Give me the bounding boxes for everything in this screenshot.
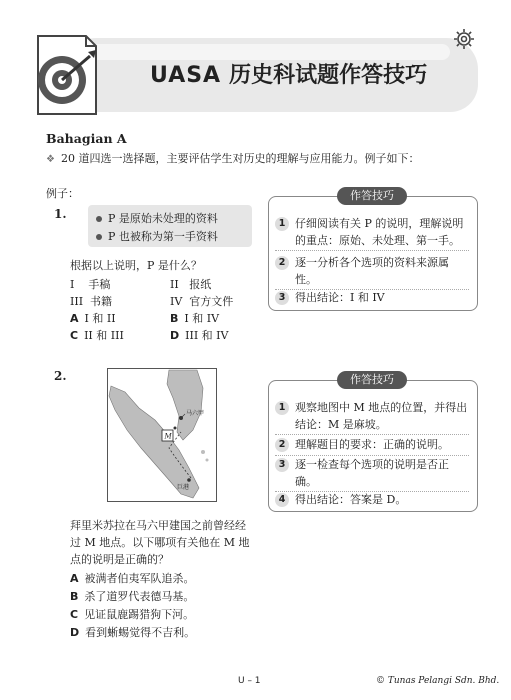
tip-line: 得出结论：答案是 D。 bbox=[295, 493, 407, 506]
option-text: 杀了道罗代表德马基。 bbox=[84, 590, 195, 603]
tip-line: 得出结论：I 和 IV bbox=[295, 291, 385, 304]
q1-item-1-roman: I bbox=[70, 278, 75, 291]
q1-item-2 bbox=[170, 276, 211, 292]
page-title bbox=[150, 58, 427, 89]
option-text: 见证鼠鹿踢猎狗下河。 bbox=[84, 608, 195, 621]
tip-line: 逐一检查每个选项的说明是否正 bbox=[295, 458, 449, 471]
option-text: 被满者伯夷军队追杀。 bbox=[84, 572, 195, 585]
q1-option-d[interactable] bbox=[170, 327, 228, 343]
sumatra-malaya-map bbox=[107, 368, 217, 502]
q1-question: 根据以上说明，P 是什么？ bbox=[70, 259, 202, 272]
q1-item-3 bbox=[70, 293, 112, 309]
q2-option-c[interactable] bbox=[70, 606, 194, 622]
q1-tip-1 bbox=[275, 215, 471, 249]
q1-item-4-roman: IV bbox=[170, 295, 183, 308]
option-letter: D bbox=[70, 626, 80, 639]
map-label-jambi: 巨港 bbox=[177, 484, 190, 491]
q1-hint-2-text: P 也被称为第一手资料 bbox=[108, 230, 218, 243]
option-text: 看到蜥蜴觉得不吉利。 bbox=[85, 626, 196, 639]
q1-hint-2 bbox=[96, 228, 218, 244]
q1-tips-title: 作答技巧 bbox=[337, 187, 407, 205]
q2-tip-3 bbox=[275, 456, 471, 490]
example-label: 例子： bbox=[46, 187, 79, 200]
option-text: I 和 IV bbox=[184, 312, 220, 325]
q1-item-1-text: 手稿 bbox=[88, 278, 111, 291]
q1-option-b[interactable] bbox=[170, 310, 219, 326]
option-text: II 和 III bbox=[84, 329, 124, 342]
copyright-notice: © Tunas Pelangi Sdn. Bhd. bbox=[376, 676, 500, 686]
step-number-badge: 1 bbox=[275, 401, 289, 415]
gear-icon bbox=[453, 28, 475, 50]
option-text: I 和 II bbox=[84, 312, 116, 325]
q2-question-line-2: 过 M 地点。以下哪项有关他在 M 地 bbox=[70, 536, 250, 549]
tip-line: 性。 bbox=[295, 273, 317, 286]
question-2-number: 2. bbox=[54, 369, 67, 383]
q2-tip-4 bbox=[275, 491, 471, 508]
option-letter: B bbox=[70, 590, 79, 603]
tip-line: 理解题目的要求：正确的说明。 bbox=[295, 438, 449, 451]
tip-line: 观察地图中 M 地点的位置，并得出 bbox=[295, 401, 468, 414]
option-letter: D bbox=[170, 329, 180, 342]
title-uasa: UASA bbox=[150, 63, 222, 88]
intro-text: 20 道四选一选择题，主要评估学生对历史的理解与应用能力。例子如下： bbox=[60, 152, 420, 165]
question-1-number: 1. bbox=[54, 207, 67, 221]
tip-line: 确。 bbox=[295, 475, 317, 488]
bullet-icon bbox=[96, 216, 102, 222]
q1-item-4-text: 官方文件 bbox=[189, 295, 234, 308]
tip-line: 仔细阅读有关 P 的说明，理解说明 bbox=[295, 217, 464, 230]
map-label-melaka: 马六甲 bbox=[186, 410, 205, 417]
option-letter: B bbox=[170, 312, 179, 325]
q1-item-4 bbox=[170, 293, 233, 309]
step-number-badge: 3 bbox=[275, 458, 289, 472]
section-heading: Bahagian A bbox=[46, 131, 127, 146]
option-letter: C bbox=[70, 608, 79, 621]
tip-line: 逐一分析各个选项的资料来源属 bbox=[295, 256, 449, 269]
q2-option-d[interactable] bbox=[70, 624, 195, 640]
page-number: U – 1 bbox=[238, 676, 261, 686]
step-number-badge: 3 bbox=[275, 291, 289, 305]
q2-tip-2 bbox=[275, 436, 471, 453]
target-document-icon bbox=[18, 30, 108, 122]
q2-option-a[interactable] bbox=[70, 570, 195, 586]
q1-item-3-roman: III bbox=[70, 295, 84, 308]
q2-tips-title: 作答技巧 bbox=[337, 371, 407, 389]
diamond-bullet-icon: ❖ bbox=[46, 154, 55, 165]
step-number-badge: 4 bbox=[275, 493, 289, 507]
q1-hint-1 bbox=[96, 210, 218, 226]
option-letter: C bbox=[70, 329, 79, 342]
step-number-badge: 2 bbox=[275, 256, 289, 270]
q1-item-2-text: 报纸 bbox=[189, 278, 212, 291]
title-chinese: 历史科试题作答技巧 bbox=[229, 63, 428, 88]
tip-line: 的重点：原始、未处理、第一手。 bbox=[295, 234, 460, 247]
step-number-badge: 1 bbox=[275, 217, 289, 231]
q1-item-1 bbox=[70, 276, 110, 292]
q1-option-c[interactable] bbox=[70, 327, 124, 343]
section-intro bbox=[46, 150, 419, 166]
q1-tip-2 bbox=[275, 254, 471, 288]
step-number-badge: 2 bbox=[275, 438, 289, 452]
map-label-m: M bbox=[164, 432, 172, 441]
q2-question-line-3: 点的说明是正确的？ bbox=[70, 553, 169, 566]
tip-divider bbox=[275, 434, 469, 435]
q1-option-a[interactable] bbox=[70, 310, 116, 326]
bullet-icon bbox=[96, 234, 102, 240]
q2-tip-1 bbox=[275, 399, 471, 433]
option-letter: A bbox=[70, 572, 79, 585]
q1-tip-3 bbox=[275, 289, 471, 306]
option-text: III 和 IV bbox=[185, 329, 229, 342]
option-letter: A bbox=[70, 312, 79, 325]
tip-line: 结论：M 是麻坡。 bbox=[295, 418, 387, 431]
q2-option-b[interactable] bbox=[70, 588, 194, 604]
q1-hint-1-text: P 是原始未处理的资料 bbox=[108, 212, 218, 225]
q1-item-2-roman: II bbox=[170, 278, 179, 291]
tip-divider bbox=[275, 250, 469, 251]
q1-item-3-text: 书籍 bbox=[90, 295, 113, 308]
q2-question-line-1: 拜里米苏拉在马六甲建国之前曾经经 bbox=[70, 519, 246, 532]
